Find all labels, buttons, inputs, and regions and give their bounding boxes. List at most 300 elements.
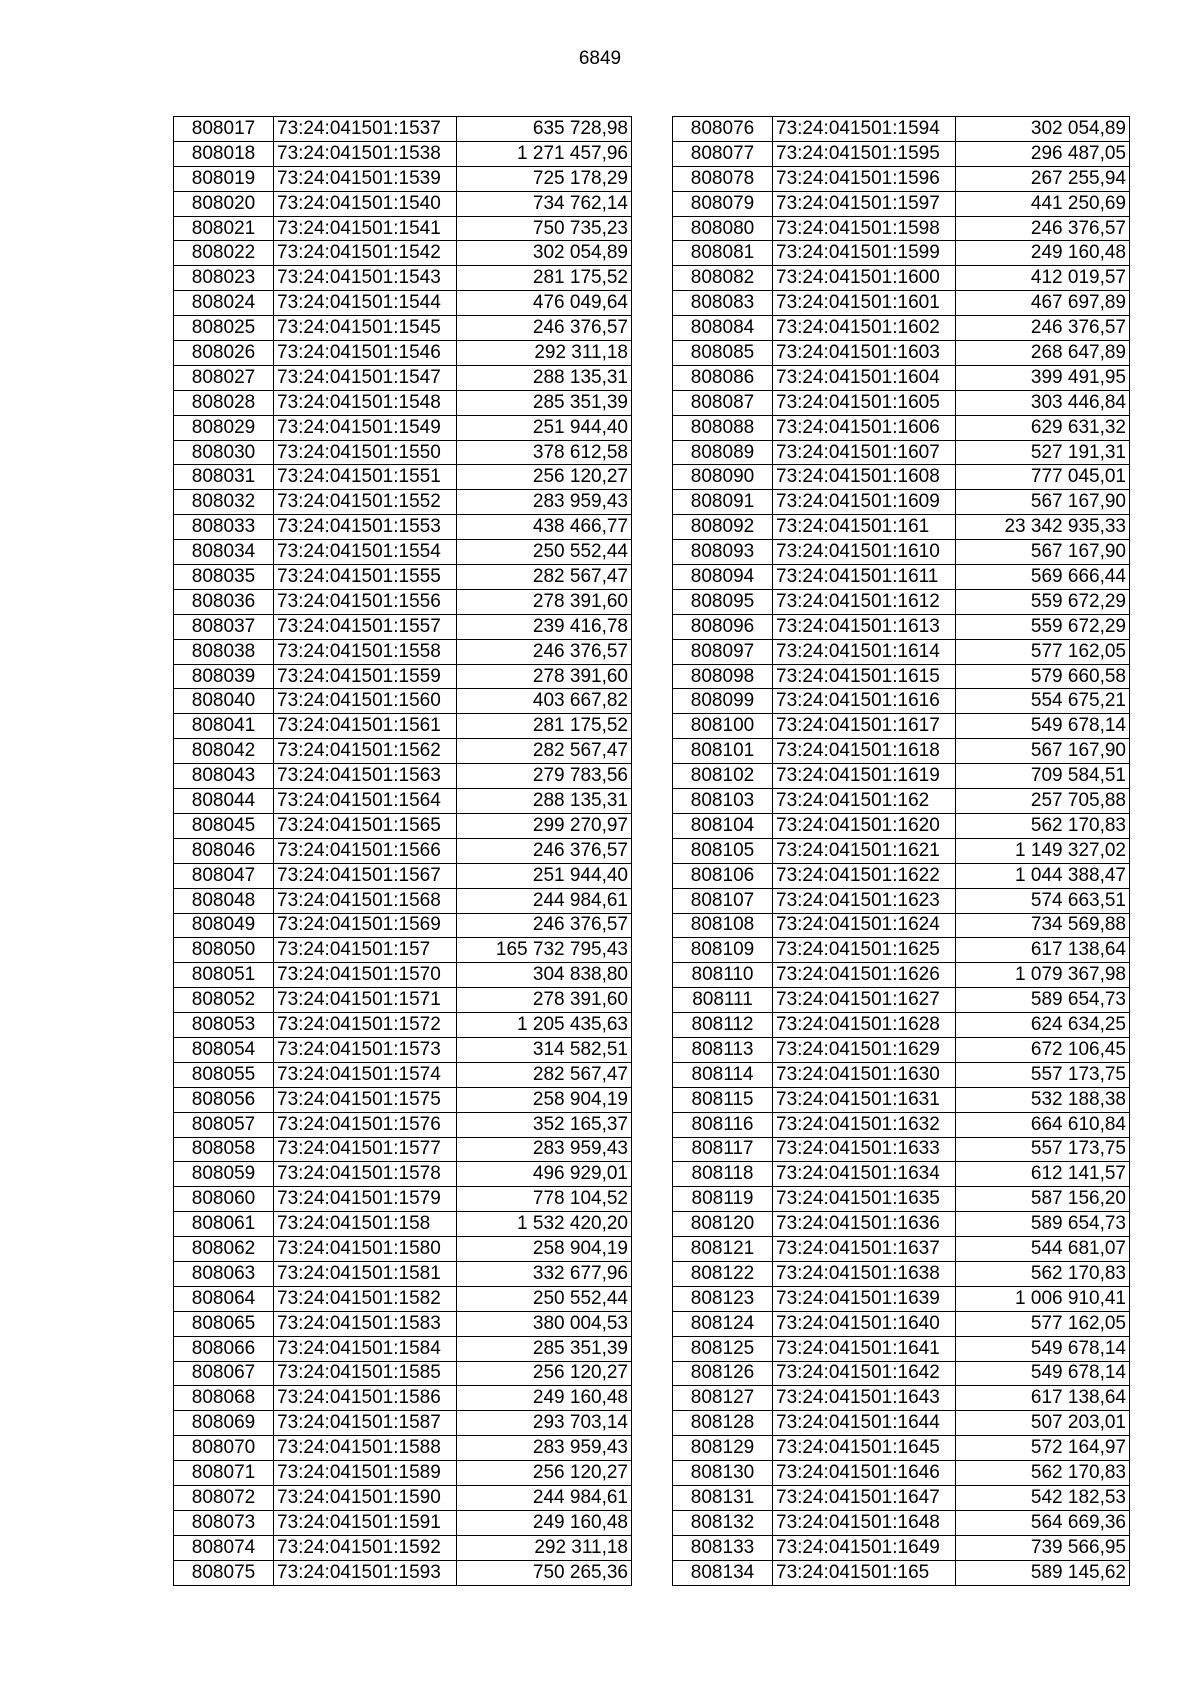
row-number-cell: 808068 bbox=[174, 1386, 274, 1411]
value-cell: 246 376,57 bbox=[956, 316, 1130, 341]
value-cell: 257 705,88 bbox=[956, 789, 1130, 814]
row-number-cell: 808109 bbox=[673, 938, 773, 963]
cadastral-number-cell: 73:24:041501:1640 bbox=[773, 1311, 956, 1336]
row-number-cell: 808058 bbox=[174, 1137, 274, 1162]
cadastral-number-cell: 73:24:041501:1637 bbox=[773, 1237, 956, 1262]
value-cell: 544 681,07 bbox=[956, 1237, 1130, 1262]
table-row bbox=[673, 714, 1130, 739]
value-cell: 332 677,96 bbox=[457, 1261, 632, 1286]
cadastral-number-cell: 73:24:041501:1562 bbox=[274, 739, 457, 764]
table-row bbox=[174, 1461, 632, 1486]
row-number-cell: 808037 bbox=[174, 614, 274, 639]
cadastral-number-cell: 73:24:041501:1586 bbox=[274, 1386, 457, 1411]
table-row bbox=[174, 1261, 632, 1286]
table-row bbox=[673, 1087, 1130, 1112]
cadastral-number-cell: 73:24:041501:1614 bbox=[773, 639, 956, 664]
cadastral-number-cell: 73:24:041501:1564 bbox=[274, 789, 457, 814]
table-row bbox=[673, 938, 1130, 963]
row-number-cell: 808088 bbox=[673, 415, 773, 440]
table-row bbox=[174, 689, 632, 714]
register-table-right bbox=[672, 116, 1130, 1586]
value-cell: 1 271 457,96 bbox=[457, 141, 632, 166]
cadastral-number-cell: 73:24:041501:1593 bbox=[274, 1560, 457, 1585]
value-cell: 672 106,45 bbox=[956, 1037, 1130, 1062]
table-row bbox=[673, 117, 1130, 142]
value-cell: 1 006 910,41 bbox=[956, 1286, 1130, 1311]
value-cell: 378 612,58 bbox=[457, 440, 632, 465]
row-number-cell: 808133 bbox=[673, 1535, 773, 1560]
cadastral-number-cell: 73:24:041501:1599 bbox=[773, 241, 956, 266]
row-number-cell: 808054 bbox=[174, 1037, 274, 1062]
row-number-cell: 808065 bbox=[174, 1311, 274, 1336]
row-number-cell: 808113 bbox=[673, 1037, 773, 1062]
table-row bbox=[673, 1436, 1130, 1461]
cadastral-number-cell: 73:24:041501:1559 bbox=[274, 664, 457, 689]
row-number-cell: 808124 bbox=[673, 1311, 773, 1336]
value-cell: 268 647,89 bbox=[956, 341, 1130, 366]
value-cell: 441 250,69 bbox=[956, 191, 1130, 216]
table-row bbox=[673, 589, 1130, 614]
row-number-cell: 808106 bbox=[673, 863, 773, 888]
table-row bbox=[174, 291, 632, 316]
value-cell: 467 697,89 bbox=[956, 291, 1130, 316]
row-number-cell: 808073 bbox=[174, 1510, 274, 1535]
value-cell: 476 049,64 bbox=[457, 291, 632, 316]
cadastral-number-cell: 73:24:041501:1598 bbox=[773, 216, 956, 241]
row-number-cell: 808025 bbox=[174, 316, 274, 341]
table-row bbox=[174, 1286, 632, 1311]
value-cell: 239 416,78 bbox=[457, 614, 632, 639]
cadastral-number-cell: 73:24:041501:1647 bbox=[773, 1485, 956, 1510]
table-row bbox=[174, 1112, 632, 1137]
table-row bbox=[174, 1411, 632, 1436]
row-number-cell: 808020 bbox=[174, 191, 274, 216]
table-row bbox=[673, 1237, 1130, 1262]
value-cell: 403 667,82 bbox=[457, 689, 632, 714]
table-row bbox=[673, 415, 1130, 440]
value-cell: 285 351,39 bbox=[457, 1336, 632, 1361]
value-cell: 250 552,44 bbox=[457, 540, 632, 565]
value-cell: 249 160,48 bbox=[457, 1510, 632, 1535]
row-number-cell: 808022 bbox=[174, 241, 274, 266]
table-row bbox=[174, 913, 632, 938]
table-row bbox=[174, 764, 632, 789]
row-number-cell: 808019 bbox=[174, 166, 274, 191]
row-number-cell: 808041 bbox=[174, 714, 274, 739]
cadastral-number-cell: 73:24:041501:1632 bbox=[773, 1112, 956, 1137]
cadastral-number-cell: 73:24:041501:1576 bbox=[274, 1112, 457, 1137]
value-cell: 278 391,60 bbox=[457, 664, 632, 689]
table-row bbox=[174, 1237, 632, 1262]
table-row bbox=[673, 166, 1130, 191]
row-number-cell: 808026 bbox=[174, 341, 274, 366]
table-row bbox=[174, 440, 632, 465]
row-number-cell: 808082 bbox=[673, 266, 773, 291]
value-cell: 542 182,53 bbox=[956, 1485, 1130, 1510]
cadastral-number-cell: 73:24:041501:1645 bbox=[773, 1436, 956, 1461]
table-row bbox=[174, 664, 632, 689]
cadastral-number-cell: 73:24:041501:1555 bbox=[274, 565, 457, 590]
row-number-cell: 808091 bbox=[673, 490, 773, 515]
row-number-cell: 808094 bbox=[673, 565, 773, 590]
value-cell: 278 391,60 bbox=[457, 988, 632, 1013]
row-number-cell: 808074 bbox=[174, 1535, 274, 1560]
cadastral-number-cell: 73:24:041501:1610 bbox=[773, 540, 956, 565]
value-cell: 579 660,58 bbox=[956, 664, 1130, 689]
value-cell: 296 487,05 bbox=[956, 141, 1130, 166]
row-number-cell: 808097 bbox=[673, 639, 773, 664]
row-number-cell: 808114 bbox=[673, 1062, 773, 1087]
cadastral-number-cell: 73:24:041501:1611 bbox=[773, 565, 956, 590]
cadastral-number-cell: 73:24:041501:1628 bbox=[773, 1013, 956, 1038]
table-row bbox=[673, 241, 1130, 266]
table-row bbox=[673, 1037, 1130, 1062]
row-number-cell: 808103 bbox=[673, 789, 773, 814]
value-cell: 709 584,51 bbox=[956, 764, 1130, 789]
table-row bbox=[673, 316, 1130, 341]
table-row bbox=[673, 540, 1130, 565]
cadastral-number-cell: 73:24:041501:1567 bbox=[274, 863, 457, 888]
row-number-cell: 808030 bbox=[174, 440, 274, 465]
row-number-cell: 808123 bbox=[673, 1286, 773, 1311]
value-cell: 352 165,37 bbox=[457, 1112, 632, 1137]
cadastral-number-cell: 73:24:041501:1571 bbox=[274, 988, 457, 1013]
value-cell: 567 167,90 bbox=[956, 540, 1130, 565]
cadastral-number-cell: 73:24:041501:1623 bbox=[773, 888, 956, 913]
value-cell: 572 164,97 bbox=[956, 1436, 1130, 1461]
row-number-cell: 808104 bbox=[673, 813, 773, 838]
table-row bbox=[673, 1137, 1130, 1162]
value-cell: 249 160,48 bbox=[457, 1386, 632, 1411]
value-cell: 554 675,21 bbox=[956, 689, 1130, 714]
cadastral-number-cell: 73:24:041501:1596 bbox=[773, 166, 956, 191]
cadastral-number-cell: 73:24:041501:1547 bbox=[274, 365, 457, 390]
row-number-cell: 808028 bbox=[174, 390, 274, 415]
row-number-cell: 808062 bbox=[174, 1237, 274, 1262]
table-row bbox=[174, 1013, 632, 1038]
table-row bbox=[673, 1535, 1130, 1560]
table-row bbox=[174, 117, 632, 142]
table-row bbox=[174, 166, 632, 191]
table-row bbox=[673, 216, 1130, 241]
value-cell: 279 783,56 bbox=[457, 764, 632, 789]
row-number-cell: 808052 bbox=[174, 988, 274, 1013]
value-cell: 246 376,57 bbox=[457, 639, 632, 664]
table-row bbox=[673, 1286, 1130, 1311]
value-cell: 569 666,44 bbox=[956, 565, 1130, 590]
row-number-cell: 808061 bbox=[174, 1212, 274, 1237]
table-row bbox=[174, 938, 632, 963]
value-cell: 589 654,73 bbox=[956, 1212, 1130, 1237]
row-number-cell: 808055 bbox=[174, 1062, 274, 1087]
cadastral-number-cell: 73:24:041501:1544 bbox=[274, 291, 457, 316]
value-cell: 292 311,18 bbox=[457, 341, 632, 366]
cadastral-number-cell: 73:24:041501:1574 bbox=[274, 1062, 457, 1087]
table-row bbox=[673, 341, 1130, 366]
value-cell: 282 567,47 bbox=[457, 1062, 632, 1087]
row-number-cell: 808018 bbox=[174, 141, 274, 166]
table-row bbox=[673, 888, 1130, 913]
value-cell: 246 376,57 bbox=[457, 913, 632, 938]
cadastral-number-cell: 73:24:041501:1621 bbox=[773, 838, 956, 863]
value-cell: 617 138,64 bbox=[956, 1386, 1130, 1411]
row-number-cell: 808086 bbox=[673, 365, 773, 390]
value-cell: 589 654,73 bbox=[956, 988, 1130, 1013]
row-number-cell: 808115 bbox=[673, 1087, 773, 1112]
row-number-cell: 808070 bbox=[174, 1436, 274, 1461]
cadastral-number-cell: 73:24:041501:1633 bbox=[773, 1137, 956, 1162]
row-number-cell: 808075 bbox=[174, 1560, 274, 1585]
cadastral-number-cell: 73:24:041501:1568 bbox=[274, 888, 457, 913]
value-cell: 412 019,57 bbox=[956, 266, 1130, 291]
table-row bbox=[673, 390, 1130, 415]
row-number-cell: 808064 bbox=[174, 1286, 274, 1311]
cadastral-number-cell: 73:24:041501:1612 bbox=[773, 589, 956, 614]
row-number-cell: 808083 bbox=[673, 291, 773, 316]
cadastral-number-cell: 73:24:041501:1636 bbox=[773, 1212, 956, 1237]
value-cell: 281 175,52 bbox=[457, 266, 632, 291]
table-row bbox=[673, 1386, 1130, 1411]
table-row bbox=[174, 390, 632, 415]
row-number-cell: 808056 bbox=[174, 1087, 274, 1112]
value-cell: 562 170,83 bbox=[956, 1461, 1130, 1486]
row-number-cell: 808045 bbox=[174, 813, 274, 838]
table-row bbox=[673, 266, 1130, 291]
value-cell: 617 138,64 bbox=[956, 938, 1130, 963]
row-number-cell: 808046 bbox=[174, 838, 274, 863]
table-row bbox=[673, 191, 1130, 216]
cadastral-number-cell: 73:24:041501:1558 bbox=[274, 639, 457, 664]
value-cell: 562 170,83 bbox=[956, 813, 1130, 838]
table-row bbox=[174, 614, 632, 639]
cadastral-number-cell: 73:24:041501:1639 bbox=[773, 1286, 956, 1311]
row-number-cell: 808095 bbox=[673, 589, 773, 614]
table-row bbox=[673, 1062, 1130, 1087]
cadastral-number-cell: 73:24:041501:1540 bbox=[274, 191, 457, 216]
row-number-cell: 808047 bbox=[174, 863, 274, 888]
value-cell: 559 672,29 bbox=[956, 589, 1130, 614]
table-row bbox=[673, 813, 1130, 838]
row-number-cell: 808053 bbox=[174, 1013, 274, 1038]
cadastral-number-cell: 73:24:041501:1542 bbox=[274, 241, 457, 266]
value-cell: 635 728,98 bbox=[457, 117, 632, 142]
cadastral-number-cell: 73:24:041501:1626 bbox=[773, 963, 956, 988]
row-number-cell: 808033 bbox=[174, 515, 274, 540]
value-cell: 303 446,84 bbox=[956, 390, 1130, 415]
value-cell: 564 669,36 bbox=[956, 1510, 1130, 1535]
cadastral-number-cell: 73:24:041501:1585 bbox=[274, 1361, 457, 1386]
table-row bbox=[174, 813, 632, 838]
row-number-cell: 808092 bbox=[673, 515, 773, 540]
cadastral-number-cell: 73:24:041501:1550 bbox=[274, 440, 457, 465]
cadastral-number-cell: 73:24:041501:1630 bbox=[773, 1062, 956, 1087]
value-cell: 302 054,89 bbox=[457, 241, 632, 266]
table-row bbox=[174, 141, 632, 166]
cadastral-number-cell: 73:24:041501:1625 bbox=[773, 938, 956, 963]
cadastral-number-cell: 73:24:041501:1606 bbox=[773, 415, 956, 440]
value-cell: 281 175,52 bbox=[457, 714, 632, 739]
cadastral-number-cell: 73:24:041501:1543 bbox=[274, 266, 457, 291]
value-cell: 293 703,14 bbox=[457, 1411, 632, 1436]
row-number-cell: 808049 bbox=[174, 913, 274, 938]
value-cell: 165 732 795,43 bbox=[457, 938, 632, 963]
row-number-cell: 808067 bbox=[174, 1361, 274, 1386]
cadastral-number-cell: 73:24:041501:1578 bbox=[274, 1162, 457, 1187]
value-cell: 283 959,43 bbox=[457, 1436, 632, 1461]
table-row bbox=[673, 913, 1130, 938]
value-cell: 557 173,75 bbox=[956, 1137, 1130, 1162]
table-row bbox=[174, 1162, 632, 1187]
table-row bbox=[174, 216, 632, 241]
row-number-cell: 808108 bbox=[673, 913, 773, 938]
value-cell: 256 120,27 bbox=[457, 465, 632, 490]
table-row bbox=[174, 316, 632, 341]
table-row bbox=[174, 515, 632, 540]
row-number-cell: 808129 bbox=[673, 1436, 773, 1461]
row-number-cell: 808069 bbox=[174, 1411, 274, 1436]
table-row bbox=[174, 1361, 632, 1386]
cadastral-number-cell: 73:24:041501:1642 bbox=[773, 1361, 956, 1386]
table-row bbox=[673, 440, 1130, 465]
value-cell: 549 678,14 bbox=[956, 714, 1130, 739]
value-cell: 278 391,60 bbox=[457, 589, 632, 614]
table-row bbox=[673, 614, 1130, 639]
value-cell: 256 120,27 bbox=[457, 1461, 632, 1486]
table-row bbox=[174, 1336, 632, 1361]
cadastral-number-cell: 73:24:041501:1644 bbox=[773, 1411, 956, 1436]
cadastral-number-cell: 73:24:041501:165 bbox=[773, 1560, 956, 1585]
table-row bbox=[174, 1436, 632, 1461]
cadastral-number-cell: 73:24:041501:1603 bbox=[773, 341, 956, 366]
cadastral-number-cell: 73:24:041501:1538 bbox=[274, 141, 457, 166]
cadastral-number-cell: 73:24:041501:1601 bbox=[773, 291, 956, 316]
register-table-left bbox=[173, 116, 632, 1586]
cadastral-number-cell: 73:24:041501:1556 bbox=[274, 589, 457, 614]
cadastral-number-cell: 73:24:041501:1573 bbox=[274, 1037, 457, 1062]
row-number-cell: 808036 bbox=[174, 589, 274, 614]
row-number-cell: 808126 bbox=[673, 1361, 773, 1386]
table-row bbox=[174, 1560, 632, 1585]
value-cell: 577 162,05 bbox=[956, 639, 1130, 664]
value-cell: 589 145,62 bbox=[956, 1560, 1130, 1585]
cadastral-number-cell: 73:24:041501:1565 bbox=[274, 813, 457, 838]
value-cell: 587 156,20 bbox=[956, 1187, 1130, 1212]
value-cell: 283 959,43 bbox=[457, 490, 632, 515]
table-row bbox=[174, 739, 632, 764]
cadastral-number-cell: 73:24:041501:1591 bbox=[274, 1510, 457, 1535]
cadastral-number-cell: 73:24:041501:1629 bbox=[773, 1037, 956, 1062]
table-row bbox=[673, 515, 1130, 540]
value-cell: 1 079 367,98 bbox=[956, 963, 1130, 988]
cadastral-number-cell: 73:24:041501:1634 bbox=[773, 1162, 956, 1187]
value-cell: 267 255,94 bbox=[956, 166, 1130, 191]
cadastral-number-cell: 73:24:041501:1615 bbox=[773, 664, 956, 689]
row-number-cell: 808072 bbox=[174, 1485, 274, 1510]
cadastral-number-cell: 73:24:041501:1579 bbox=[274, 1187, 457, 1212]
table-row bbox=[673, 490, 1130, 515]
cadastral-number-cell: 73:24:041501:1575 bbox=[274, 1087, 457, 1112]
row-number-cell: 808051 bbox=[174, 963, 274, 988]
value-cell: 244 984,61 bbox=[457, 1485, 632, 1510]
value-cell: 282 567,47 bbox=[457, 565, 632, 590]
row-number-cell: 808090 bbox=[673, 465, 773, 490]
value-cell: 314 582,51 bbox=[457, 1037, 632, 1062]
value-cell: 557 173,75 bbox=[956, 1062, 1130, 1087]
cadastral-number-cell: 73:24:041501:1549 bbox=[274, 415, 457, 440]
row-number-cell: 808111 bbox=[673, 988, 773, 1013]
row-number-cell: 808034 bbox=[174, 540, 274, 565]
value-cell: 574 663,51 bbox=[956, 888, 1130, 913]
table-row bbox=[174, 191, 632, 216]
cadastral-number-cell: 73:24:041501:1584 bbox=[274, 1336, 457, 1361]
cadastral-number-cell: 73:24:041501:1646 bbox=[773, 1461, 956, 1486]
cadastral-number-cell: 73:24:041501:1607 bbox=[773, 440, 956, 465]
value-cell: 624 634,25 bbox=[956, 1013, 1130, 1038]
table-row bbox=[174, 789, 632, 814]
table-row bbox=[673, 1013, 1130, 1038]
value-cell: 256 120,27 bbox=[457, 1361, 632, 1386]
value-cell: 750 265,36 bbox=[457, 1560, 632, 1585]
row-number-cell: 808043 bbox=[174, 764, 274, 789]
cadastral-number-cell: 73:24:041501:1617 bbox=[773, 714, 956, 739]
value-cell: 567 167,90 bbox=[956, 490, 1130, 515]
value-cell: 549 678,14 bbox=[956, 1361, 1130, 1386]
table-row bbox=[673, 963, 1130, 988]
value-cell: 258 904,19 bbox=[457, 1237, 632, 1262]
table-row bbox=[174, 1037, 632, 1062]
row-number-cell: 808098 bbox=[673, 664, 773, 689]
value-cell: 664 610,84 bbox=[956, 1112, 1130, 1137]
table-row bbox=[174, 415, 632, 440]
value-cell: 577 162,05 bbox=[956, 1311, 1130, 1336]
row-number-cell: 808096 bbox=[673, 614, 773, 639]
table-row bbox=[174, 1062, 632, 1087]
cadastral-number-cell: 73:24:041501:1624 bbox=[773, 913, 956, 938]
value-cell: 532 188,38 bbox=[956, 1087, 1130, 1112]
value-cell: 292 311,18 bbox=[457, 1535, 632, 1560]
row-number-cell: 808063 bbox=[174, 1261, 274, 1286]
table-row bbox=[673, 141, 1130, 166]
row-number-cell: 808060 bbox=[174, 1187, 274, 1212]
cadastral-number-cell: 73:24:041501:1548 bbox=[274, 390, 457, 415]
row-number-cell: 808112 bbox=[673, 1013, 773, 1038]
row-number-cell: 808119 bbox=[673, 1187, 773, 1212]
value-cell: 302 054,89 bbox=[956, 117, 1130, 142]
value-cell: 251 944,40 bbox=[457, 863, 632, 888]
row-number-cell: 808089 bbox=[673, 440, 773, 465]
table-row bbox=[174, 1212, 632, 1237]
row-number-cell: 808066 bbox=[174, 1336, 274, 1361]
value-cell: 778 104,52 bbox=[457, 1187, 632, 1212]
row-number-cell: 808029 bbox=[174, 415, 274, 440]
value-cell: 282 567,47 bbox=[457, 739, 632, 764]
value-cell: 777 045,01 bbox=[956, 465, 1130, 490]
row-number-cell: 808057 bbox=[174, 1112, 274, 1137]
row-number-cell: 808059 bbox=[174, 1162, 274, 1187]
cadastral-number-cell: 73:24:041501:1608 bbox=[773, 465, 956, 490]
cadastral-number-cell: 73:24:041501:1557 bbox=[274, 614, 457, 639]
cadastral-number-cell: 73:24:041501:1539 bbox=[274, 166, 457, 191]
cadastral-number-cell: 73:24:041501:1595 bbox=[773, 141, 956, 166]
table-row bbox=[673, 1336, 1130, 1361]
value-cell: 1 149 327,02 bbox=[956, 838, 1130, 863]
value-cell: 380 004,53 bbox=[457, 1311, 632, 1336]
table-row bbox=[174, 589, 632, 614]
cadastral-number-cell: 73:24:041501:1616 bbox=[773, 689, 956, 714]
row-number-cell: 808102 bbox=[673, 764, 773, 789]
value-cell: 496 929,01 bbox=[457, 1162, 632, 1187]
row-number-cell: 808120 bbox=[673, 1212, 773, 1237]
